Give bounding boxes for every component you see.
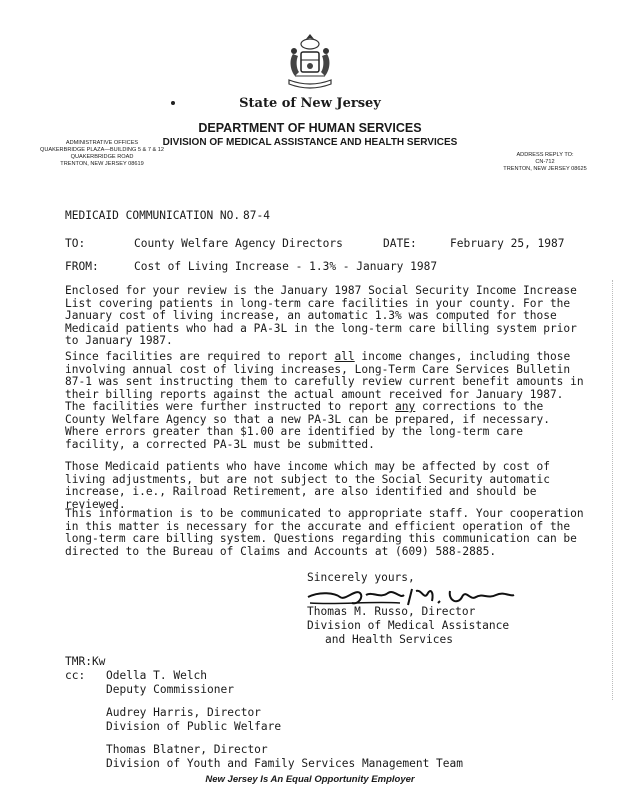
paragraph-4: This information is to be communicated to appropriate staff. Your cooperation in this matter is necessary for the accurate and efficient operation of the long-term care billing system. Questions regarding this communication can be directed to the Bureau of Claims and Accounts at (609) 588-2885. <box>65 507 584 558</box>
paragraph-1: Enclosed for your review is the January 1987 Social Security Income Increase List covering patients in long-term care facilities in your county. For the January cost of living increase, an automatic 1.3% was computed for those Medicaid patients who had a PA-3L in the long-term care billing system prior to January 1987. <box>65 284 577 347</box>
reply-to-line: ADDRESS REPLY TO: <box>516 152 574 158</box>
admin-offices-line: ADMINISTRATIVE OFFICES <box>65 140 139 146</box>
seal-icon <box>281 30 339 92</box>
signer-title: Division of Medical Assistance <box>307 619 510 632</box>
to-value: County Welfare Agency Directors <box>134 237 343 250</box>
decorative-dot <box>171 101 175 105</box>
cc-recipient-title: Division of Youth and Family Services Management Team <box>106 757 463 770</box>
date-value: February 25, 1987 <box>450 237 565 250</box>
department-title: DEPARTMENT OF HUMAN SERVICES <box>198 121 422 135</box>
cc-recipient-title: Deputy Commissioner <box>106 683 234 696</box>
cc-recipient-name: Thomas Blatner, Director <box>106 743 268 756</box>
paragraph-2-part: corrections to the County Welfare Agency so that a new PA-3L can be prepared, if necessary. Where errors greater than $1.00 are identified by the long-term care facility, a corrected PA-3L must be submitted. <box>65 400 550 451</box>
from-label: FROM: <box>65 260 99 273</box>
salutation: Sincerely yours, <box>307 571 415 584</box>
to-label: TO: <box>65 237 86 250</box>
reply-to-line: TRENTON, NEW JERSEY 08625 <box>503 166 587 172</box>
reply-to-line: CN-712 <box>535 159 555 165</box>
cc-recipient-name: Audrey Harris, Director <box>106 706 261 719</box>
signer-name: Thomas M. Russo, Director <box>307 605 476 618</box>
cc-recipient-title: Division of Public Welfare <box>106 720 282 733</box>
admin-offices-line: QUAKERBRIDGE ROAD <box>70 154 134 160</box>
paragraph-3: Those Medicaid patients who have income which may be affected by cost of living adjustments, but are not subject to the Social Security automatic increase, i.e., Railroad Retirement, are also identified and should be reviewed. <box>65 460 550 511</box>
signer-title: and Health Services <box>325 633 453 646</box>
division-title: DIVISION OF MEDICAL ASSISTANCE AND HEALTH SERVICES <box>162 137 458 148</box>
admin-offices <box>22 140 182 168</box>
paragraph-2-part: income changes, including those involving annual cost of living increases, Long-Term Care Services Bulletin 87-1 was sent instructing them to carefully review current benefit amounts in their billing reports against the actual amount received for January 1987. The facilities were further instructed to report <box>65 350 584 413</box>
communication-label: MEDICAID COMMUNICATION NO. <box>65 209 241 222</box>
communication-number: 87-4 <box>243 209 270 222</box>
from-value: Cost of Living Increase - 1.3% - January 1987 <box>134 260 438 273</box>
cc-recipient-name: Odella T. Welch <box>106 669 208 682</box>
scan-edge-mark <box>612 280 614 700</box>
admin-offices-line: TRENTON, NEW JERSEY 08619 <box>60 161 144 167</box>
reply-to <box>490 152 600 173</box>
state-name: State of New Jersey <box>239 96 381 111</box>
date-label: DATE: <box>383 237 417 250</box>
paragraph-2 <box>65 351 585 451</box>
emphasis-all: all <box>334 350 355 363</box>
admin-offices-line: QUAKERBRIDGE PLAZA—BUILDING 5 & 7 & 12 <box>39 147 165 153</box>
state-seal <box>281 30 339 92</box>
footer-eoe: New Jersey Is An Equal Opportunity Employer <box>205 774 415 785</box>
cc-label: cc: <box>65 669 86 682</box>
paragraph-2-part: Since facilities are required to report <box>65 350 328 363</box>
typist-initials: TMR:Kw <box>65 655 106 668</box>
emphasis-any: any <box>395 400 416 413</box>
